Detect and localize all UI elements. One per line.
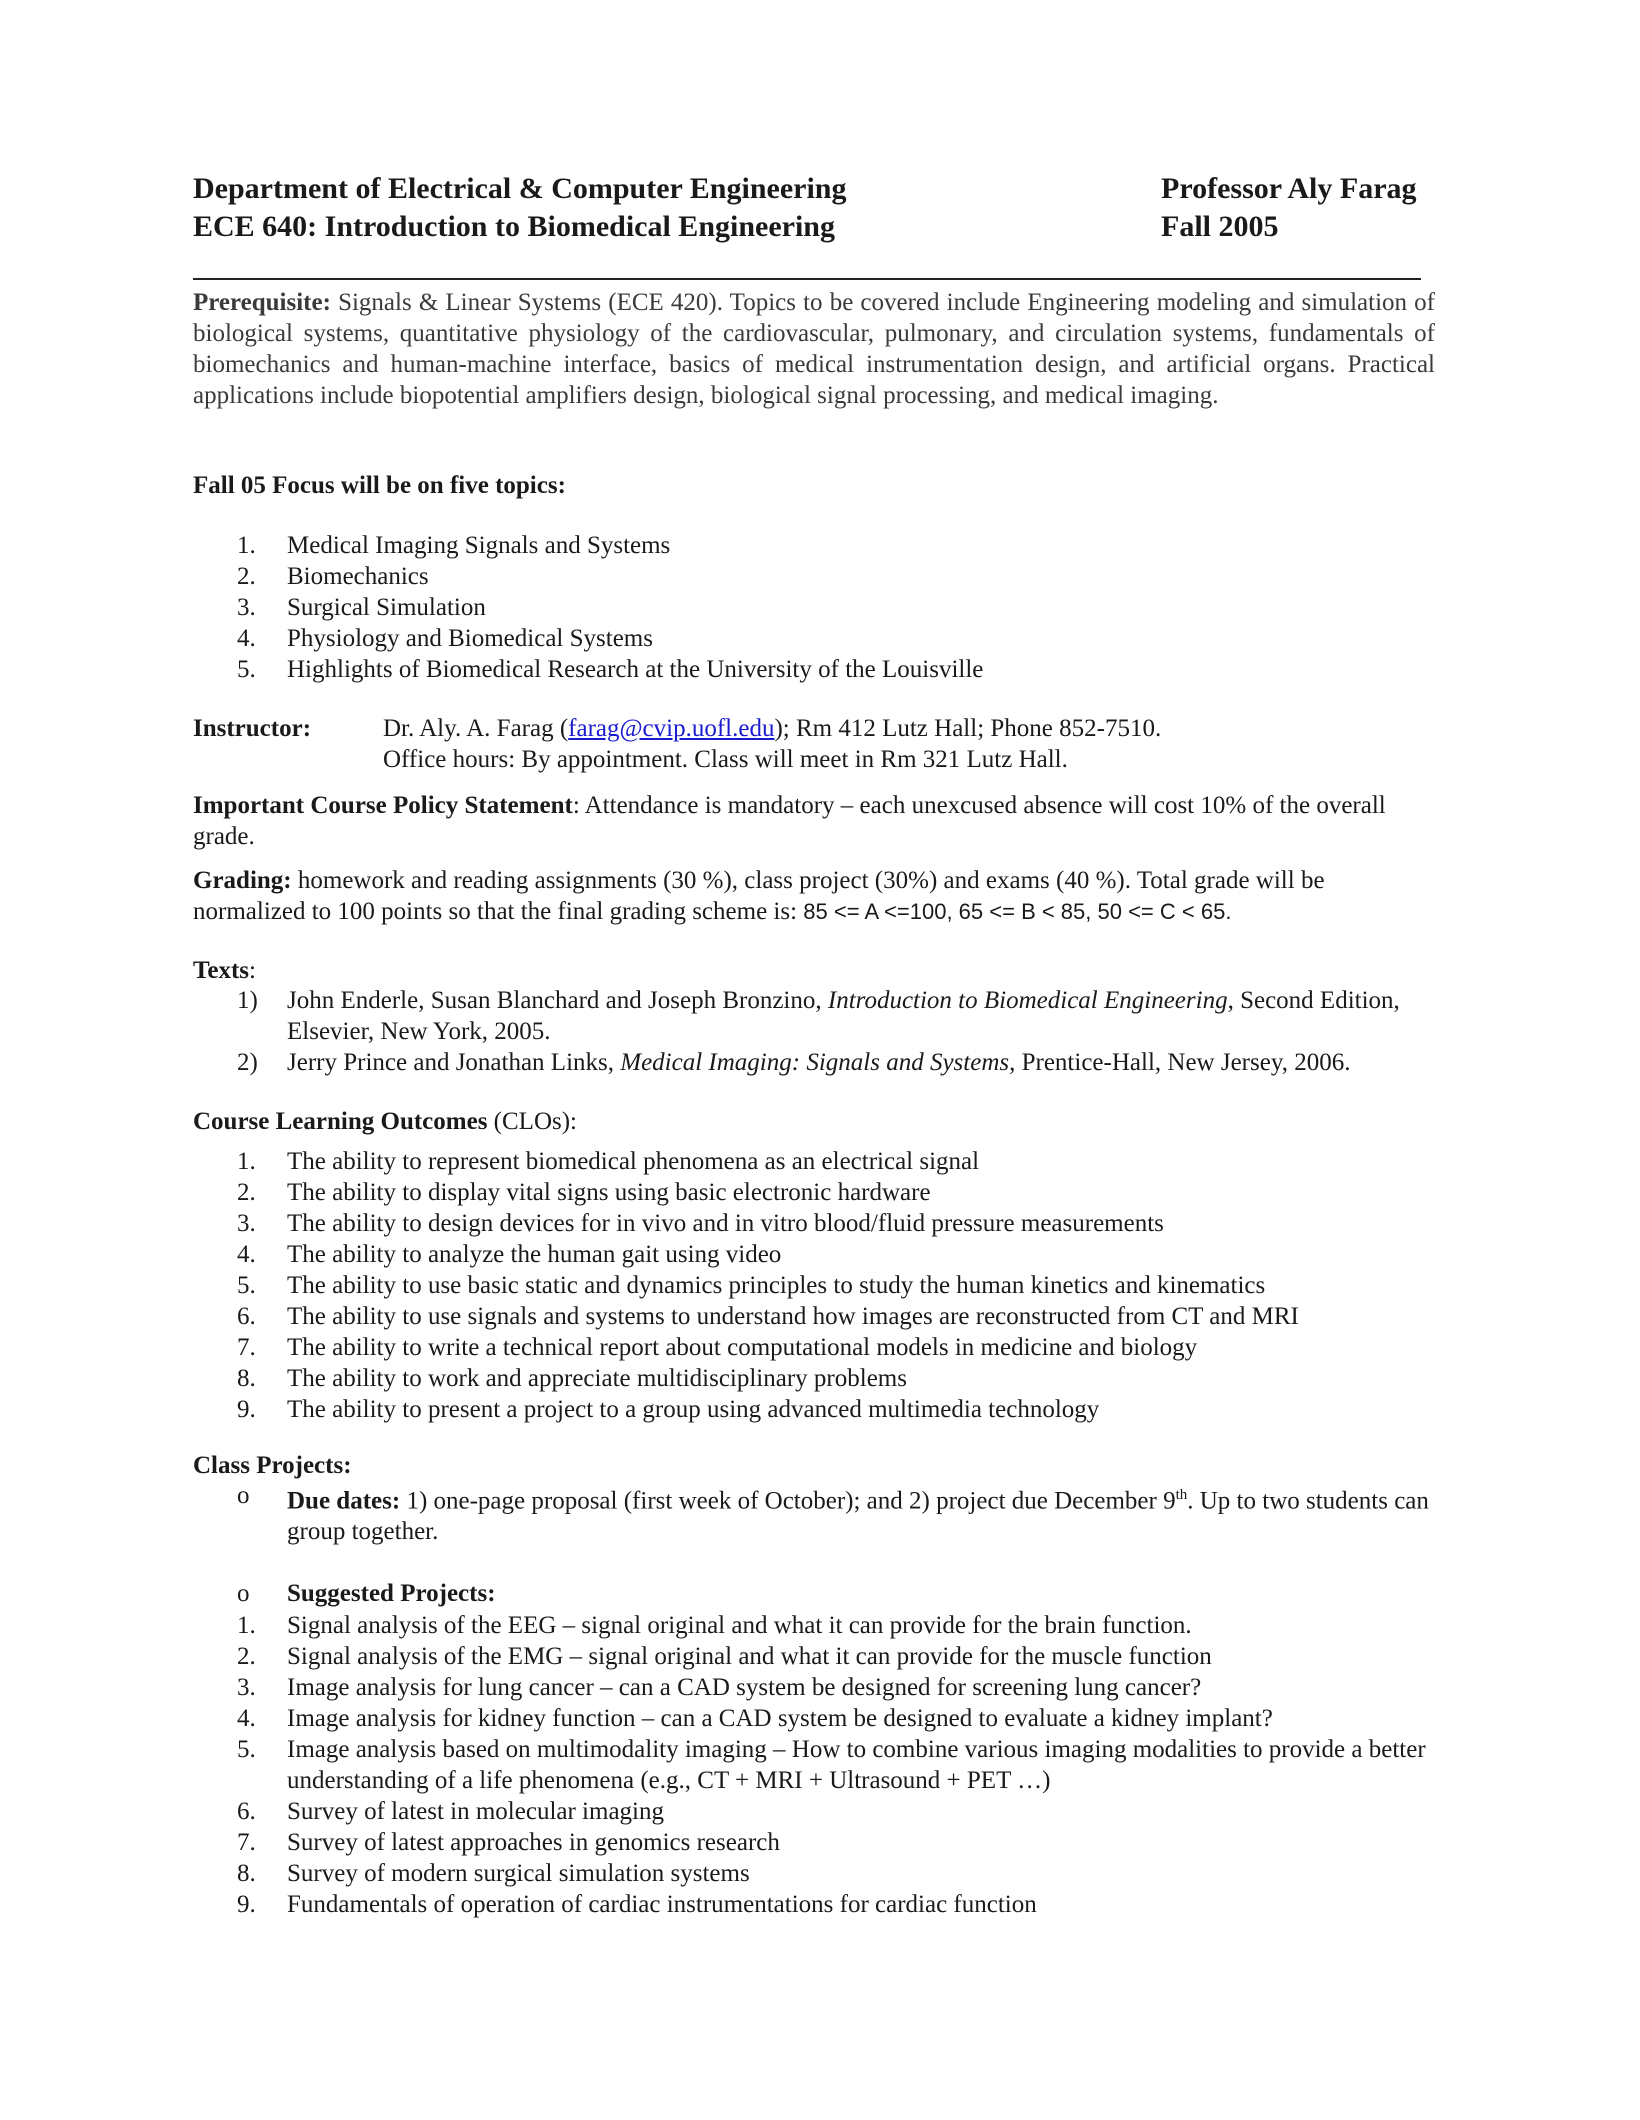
list-number: 7. — [237, 1334, 256, 1361]
list-number: 2) — [237, 1049, 258, 1076]
focus-list — [193, 530, 1435, 685]
list-item-text: The ability to present a project to a group using advanced multimedia technology — [287, 1396, 1100, 1423]
texts-heading — [193, 955, 1435, 986]
list-number: 4. — [237, 625, 256, 652]
suggested-project-item — [193, 1703, 1435, 1734]
list-item-text: Survey of latest approaches in genomics research — [287, 1829, 780, 1856]
list-number: 8. — [237, 1860, 256, 1887]
list-item-text: Biomechanics — [287, 563, 429, 590]
focus-heading-text: Fall 05 Focus will be on five topics: — [193, 472, 566, 499]
clos-suffix: (CLOs): — [487, 1108, 577, 1135]
due-dates-item — [193, 1480, 1435, 1547]
bullet: o — [237, 1580, 250, 1607]
textbook-item — [193, 1047, 1435, 1078]
suggested-projects-list — [193, 1610, 1435, 1920]
list-item-text: Survey of modern surgical simulation systems — [287, 1860, 750, 1887]
list-number: 4. — [237, 1705, 256, 1732]
list-item-text: Fundamentals of operation of cardiac instrumentations for cardiac function — [287, 1891, 1037, 1918]
clo-item — [193, 1177, 1435, 1208]
clo-item — [193, 1270, 1435, 1301]
list-number: 2. — [237, 1643, 256, 1670]
clos-label: Course Learning Outcomes — [193, 1108, 488, 1135]
term: Fall 2005 — [1161, 210, 1279, 243]
grading-scheme: 85 <= A <=100, 65 <= B < 85, 50 <= C < 65. — [803, 899, 1232, 924]
list-number: 6. — [237, 1303, 256, 1330]
suggested-project-item — [193, 1672, 1435, 1703]
list-item-text: Physiology and Biomedical Systems — [287, 625, 653, 652]
prerequisite-label: Prerequisite: — [193, 289, 331, 316]
office-hours: Office hours: By appointment. Class will meet in Rm 321 Lutz Hall. — [383, 746, 1068, 773]
list-number: 1) — [237, 987, 258, 1014]
list-number: 2. — [237, 1179, 256, 1206]
header-divider — [193, 278, 1421, 280]
grading-text: homework and reading assignments (30 %), class project (30%) and exams (40 %). Total grade will be normalized to 100 points so that the final grading scheme is: — [193, 867, 1325, 925]
list-item-text: The ability to use signals and systems to understand how images are reconstructed from CT and MRI — [287, 1303, 1299, 1330]
bullet: o — [237, 1482, 250, 1509]
clo-item — [193, 1332, 1435, 1363]
list-item-text: Signal analysis of the EMG – signal original and what it can provide for the muscle function — [287, 1643, 1212, 1670]
texts-label: Texts — [193, 957, 250, 984]
due-dates-text: 1) one-page proposal (first week of October); and 2) project due December 9 — [400, 1487, 1176, 1515]
clos-list — [193, 1146, 1435, 1425]
texts-colon: : — [249, 957, 256, 984]
textbook-authors: John Enderle, Susan Blanchard and Joseph Bronzino, — [287, 987, 828, 1014]
suggested-project-item — [193, 1827, 1435, 1858]
clo-item — [193, 1394, 1435, 1425]
focus-topic-item — [193, 623, 1435, 654]
clo-item — [193, 1301, 1435, 1332]
list-number: 9. — [237, 1396, 256, 1423]
suggested-project-item — [193, 1641, 1435, 1672]
header-left — [193, 170, 846, 246]
department-title: Department of Electrical & Computer Engineering — [193, 172, 847, 205]
prerequisite-text: Signals & Linear Systems (ECE 420). Topics to be covered include Engineering modeling and simulation of biological systems, quantitative physiology of the cardiovascular, pulmonary, and circulation systems, fundamentals of biomechanics and human-machine interface, basics of medical instrumentation design, and artificial organs. Practical applications include biopotential amplifiers design, biological signal processing, and medical imaging. — [193, 289, 1435, 409]
textbook-publication: , Prentice-Hall, New Jersey, 2006. — [1009, 1049, 1351, 1076]
policy-label: Important Course Policy Statement — [193, 792, 573, 819]
course-title: ECE 640: Introduction to Biomedical Engineering — [193, 210, 835, 243]
list-item-text: Image analysis for kidney function – can a CAD system be designed to evaluate a kidney implant? — [287, 1705, 1273, 1732]
list-item-text: Signal analysis of the EEG – signal original and what it can provide for the brain function. — [287, 1612, 1192, 1639]
focus-topic-item — [193, 654, 1435, 685]
textbook-title: Introduction to Biomedical Engineering — [827, 987, 1228, 1014]
list-item-text: The ability to design devices for in vivo and in vitro blood/fluid pressure measurements — [287, 1210, 1164, 1237]
list-number: 3. — [237, 1210, 256, 1237]
professor-name: Professor Aly Farag — [1161, 172, 1417, 205]
due-dates-sup: th — [1175, 1487, 1188, 1503]
clo-item — [193, 1363, 1435, 1394]
list-number: 2. — [237, 563, 256, 590]
policy-paragraph — [193, 790, 1435, 852]
list-item-text: The ability to represent biomedical phenomena as an electrical signal — [287, 1148, 980, 1175]
list-item-text: The ability to analyze the human gait using video — [287, 1241, 782, 1268]
list-number: 1. — [237, 1148, 256, 1175]
grading-paragraph — [193, 865, 1435, 927]
list-number: 3. — [237, 594, 256, 621]
list-number: 6. — [237, 1798, 256, 1825]
due-dates-tail: . Up to two students can group together. — [287, 1487, 1429, 1546]
list-number: 1. — [237, 1612, 256, 1639]
suggested-project-item — [193, 1796, 1435, 1827]
list-number: 1. — [237, 532, 256, 559]
clo-item — [193, 1146, 1435, 1177]
textbook-authors: Jerry Prince and Jonathan Links, — [287, 1049, 621, 1076]
list-number: 5. — [237, 1272, 256, 1299]
suggested-projects-label: Suggested Projects: — [287, 1580, 496, 1607]
suggested-project-item — [193, 1734, 1435, 1796]
focus-heading — [193, 470, 1435, 501]
instructor-body — [383, 713, 1433, 775]
list-item-text: Highlights of Biomedical Research at the University of the Louisville — [287, 656, 984, 683]
suggested-project-item — [193, 1610, 1435, 1641]
list-number: 8. — [237, 1365, 256, 1392]
due-dates-label: Due dates: — [287, 1487, 401, 1515]
header-right — [1161, 170, 1417, 246]
list-item-text: The ability to display vital signs using basic electronic hardware — [287, 1179, 931, 1206]
texts-list — [193, 985, 1435, 1078]
grading-label: Grading: — [193, 867, 292, 894]
instructor-details: ); Rm 412 Lutz Hall; Phone 852-7510. — [774, 715, 1162, 742]
projects-due — [193, 1480, 1435, 1547]
projects-heading — [193, 1450, 1435, 1481]
list-item-text: Image analysis based on multimodality imaging – How to combine various imaging modalities to provide a better understanding of a life phenomena (e.g., CT + MRI + Ultrasound + PET …) — [287, 1736, 1426, 1794]
policy-text: : Attendance is mandatory – each unexcused absence will cost 10% of the overall grade. — [193, 792, 1386, 850]
textbook-item — [193, 985, 1435, 1047]
suggested-projects-item — [193, 1578, 1435, 1609]
focus-topic-item — [193, 530, 1435, 561]
suggested-project-item — [193, 1858, 1435, 1889]
list-item-text: Surgical Simulation — [287, 594, 486, 621]
list-item-text: Survey of latest in molecular imaging — [287, 1798, 664, 1825]
list-item-text: The ability to use basic static and dynamics principles to study the human kinetics and kinematics — [287, 1272, 1266, 1299]
suggested-heading — [193, 1578, 1435, 1609]
list-number: 3. — [237, 1674, 256, 1701]
focus-topic-item — [193, 561, 1435, 592]
list-number: 5. — [237, 1736, 256, 1763]
prerequisite-paragraph — [193, 287, 1435, 411]
instructor-email-link[interactable]: farag@cvip.uofl.edu — [568, 715, 775, 742]
suggested-project-item — [193, 1889, 1435, 1920]
list-item-text: Medical Imaging Signals and Systems — [287, 532, 671, 559]
list-number: 5. — [237, 656, 256, 683]
clos-heading — [193, 1106, 1435, 1137]
instructor-section — [193, 713, 1435, 777]
projects-heading-text: Class Projects: — [193, 1452, 352, 1479]
list-item-text: Image analysis for lung cancer – can a CAD system be designed for screening lung cancer? — [287, 1674, 1202, 1701]
list-number: 7. — [237, 1829, 256, 1856]
list-item-text: The ability to write a technical report about computational models in medicine and biology — [287, 1334, 1198, 1361]
textbook-publication: , Second Edition, Elsevier, New York, 2005. — [287, 987, 1400, 1045]
list-number: 4. — [237, 1241, 256, 1268]
list-item-text: The ability to work and appreciate multidisciplinary problems — [287, 1365, 907, 1392]
focus-topic-item — [193, 592, 1435, 623]
clo-item — [193, 1239, 1435, 1270]
instructor-label: Instructor: — [193, 715, 312, 742]
textbook-title: Medical Imaging: Signals and Systems — [620, 1049, 1010, 1076]
instructor-name: Dr. Aly. A. Farag ( — [383, 715, 569, 742]
clo-item — [193, 1208, 1435, 1239]
list-number: 9. — [237, 1891, 256, 1918]
